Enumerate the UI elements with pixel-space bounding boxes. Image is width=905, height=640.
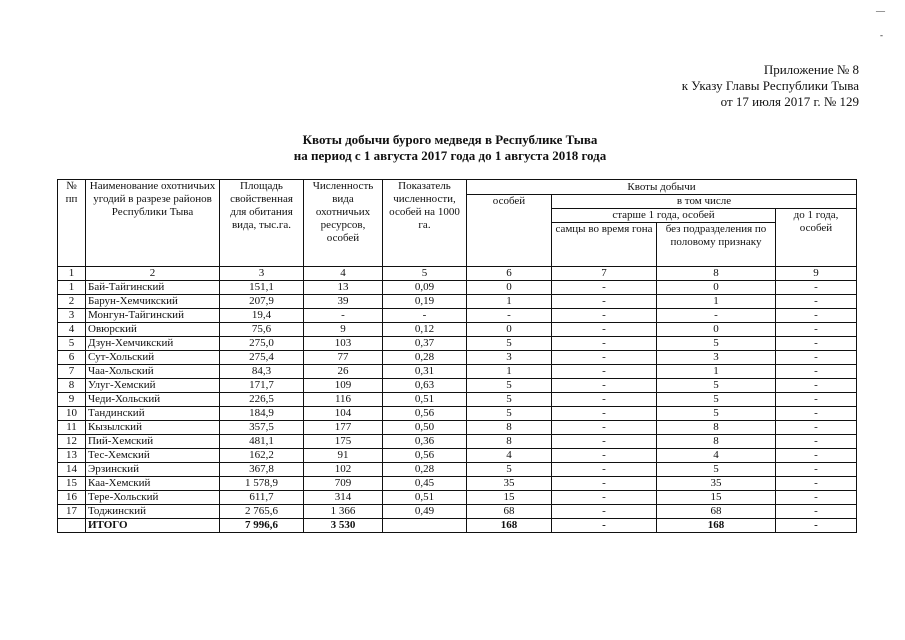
row-number: 5 xyxy=(58,337,86,351)
row-area: 275,4 xyxy=(220,351,304,365)
appendix-line-2: к Указу Главы Республики Тыва xyxy=(681,78,859,93)
row-no-sex: 0 xyxy=(657,323,776,337)
row-young: - xyxy=(776,379,857,393)
row-number: 16 xyxy=(58,491,86,505)
table-row xyxy=(58,491,857,505)
row-young: - xyxy=(776,435,857,449)
row-males: - xyxy=(552,491,657,505)
row-quota: 5 xyxy=(467,463,552,477)
header-area: Площадь свойственная для обитания вида, тыс.га. xyxy=(220,180,304,267)
row-name: Тере-Хольский xyxy=(86,491,220,505)
table-footer xyxy=(58,519,857,533)
total-row xyxy=(58,519,857,533)
row-population: 13 xyxy=(304,281,383,295)
row-young: - xyxy=(776,449,857,463)
row-no-sex: 5 xyxy=(657,379,776,393)
header-no-sex: без подразделения по половому признаку xyxy=(657,223,776,267)
row-no-sex: 5 xyxy=(657,463,776,477)
row-name: Каа-Хемский xyxy=(86,477,220,491)
total-label: ИТОГО xyxy=(86,519,220,533)
column-numbers-row xyxy=(58,267,857,281)
table-row xyxy=(58,477,857,491)
row-quota: - xyxy=(467,309,552,323)
row-area: 75,6 xyxy=(220,323,304,337)
row-population: 109 xyxy=(304,379,383,393)
row-number: 6 xyxy=(58,351,86,365)
row-density: 0,36 xyxy=(383,435,467,449)
row-number: 11 xyxy=(58,421,86,435)
row-males: - xyxy=(552,435,657,449)
header-males-rut: самцы во время гона xyxy=(552,223,657,267)
row-no-sex: 5 xyxy=(657,337,776,351)
row-population: 77 xyxy=(304,351,383,365)
row-area: 1 578,9 xyxy=(220,477,304,491)
table-row xyxy=(58,393,857,407)
row-area: 171,7 xyxy=(220,379,304,393)
document-title xyxy=(150,132,750,164)
row-population: 314 xyxy=(304,491,383,505)
row-no-sex: 68 xyxy=(657,505,776,519)
row-name: Чеди-Хольский xyxy=(86,393,220,407)
table-row xyxy=(58,337,857,351)
row-no-sex: 1 xyxy=(657,365,776,379)
table-row xyxy=(58,421,857,435)
table-row xyxy=(58,449,857,463)
row-quota: 5 xyxy=(467,407,552,421)
row-name: Сут-Хольский xyxy=(86,351,220,365)
row-males: - xyxy=(552,379,657,393)
total-density xyxy=(383,519,467,533)
row-males: - xyxy=(552,477,657,491)
corner-mark-small: - xyxy=(880,30,883,40)
col-number: 7 xyxy=(552,267,657,281)
row-quota: 0 xyxy=(467,281,552,295)
header-under-one: до 1 года, особей xyxy=(776,209,857,267)
row-area: 611,7 xyxy=(220,491,304,505)
total-no-sex: 168 xyxy=(657,519,776,533)
row-number: 14 xyxy=(58,463,86,477)
row-number: 3 xyxy=(58,309,86,323)
row-young: - xyxy=(776,309,857,323)
row-name: Кызылский xyxy=(86,421,220,435)
row-area: 226,5 xyxy=(220,393,304,407)
col-number: 2 xyxy=(86,267,220,281)
row-no-sex: - xyxy=(657,309,776,323)
row-density: 0,09 xyxy=(383,281,467,295)
row-number: 2 xyxy=(58,295,86,309)
row-density: 0,19 xyxy=(383,295,467,309)
total-quota: 168 xyxy=(467,519,552,533)
row-number: 7 xyxy=(58,365,86,379)
header-density: Показатель численности, особей на 1000 га. xyxy=(383,180,467,267)
row-area: 151,1 xyxy=(220,281,304,295)
table-row xyxy=(58,323,857,337)
row-density: 0,31 xyxy=(383,365,467,379)
row-area: 184,9 xyxy=(220,407,304,421)
row-density: 0,50 xyxy=(383,421,467,435)
row-quota: 35 xyxy=(467,477,552,491)
row-population: 39 xyxy=(304,295,383,309)
row-number: 8 xyxy=(58,379,86,393)
row-no-sex: 5 xyxy=(657,393,776,407)
table-row xyxy=(58,281,857,295)
row-population: 26 xyxy=(304,365,383,379)
row-population: - xyxy=(304,309,383,323)
row-males: - xyxy=(552,323,657,337)
row-area: 481,1 xyxy=(220,435,304,449)
row-quota: 8 xyxy=(467,435,552,449)
col-number: 8 xyxy=(657,267,776,281)
row-name: Дзун-Хемчикский xyxy=(86,337,220,351)
row-number: 4 xyxy=(58,323,86,337)
row-quota: 1 xyxy=(467,295,552,309)
table-row xyxy=(58,407,857,421)
row-number: 9 xyxy=(58,393,86,407)
row-population: 116 xyxy=(304,393,383,407)
row-density: 0,63 xyxy=(383,379,467,393)
row-males: - xyxy=(552,449,657,463)
appendix-line-1: Приложение № 8 xyxy=(763,62,859,77)
row-young: - xyxy=(776,463,857,477)
header-individuals: особей xyxy=(467,195,552,267)
row-density: 0,37 xyxy=(383,337,467,351)
row-quota: 1 xyxy=(467,365,552,379)
row-population: 91 xyxy=(304,449,383,463)
row-young: - xyxy=(776,421,857,435)
header-including: в том числе xyxy=(552,195,857,209)
row-area: 84,3 xyxy=(220,365,304,379)
row-number: 10 xyxy=(58,407,86,421)
row-number: 12 xyxy=(58,435,86,449)
row-density: 0,51 xyxy=(383,393,467,407)
row-no-sex: 1 xyxy=(657,295,776,309)
table-row xyxy=(58,351,857,365)
row-males: - xyxy=(552,407,657,421)
row-name: Чаа-Хольский xyxy=(86,365,220,379)
table-row xyxy=(58,295,857,309)
row-area: 207,9 xyxy=(220,295,304,309)
quota-table xyxy=(57,179,857,533)
row-quota: 68 xyxy=(467,505,552,519)
header-older: старше 1 года, особей xyxy=(552,209,776,223)
row-quota: 5 xyxy=(467,393,552,407)
row-males: - xyxy=(552,309,657,323)
row-young: - xyxy=(776,365,857,379)
row-number: 15 xyxy=(58,477,86,491)
row-quota: 0 xyxy=(467,323,552,337)
row-young: - xyxy=(776,477,857,491)
row-area: 162,2 xyxy=(220,449,304,463)
row-young: - xyxy=(776,281,857,295)
row-population: 175 xyxy=(304,435,383,449)
row-population: 177 xyxy=(304,421,383,435)
row-population: 103 xyxy=(304,337,383,351)
table-row xyxy=(58,309,857,323)
total-area: 7 996,6 xyxy=(220,519,304,533)
table-row xyxy=(58,505,857,519)
total-no xyxy=(58,519,86,533)
row-density: 0,12 xyxy=(383,323,467,337)
row-density: 0,51 xyxy=(383,491,467,505)
row-number: 13 xyxy=(58,449,86,463)
col-number: 1 xyxy=(58,267,86,281)
row-young: - xyxy=(776,407,857,421)
row-young: - xyxy=(776,295,857,309)
row-density: 0,28 xyxy=(383,463,467,477)
row-name: Овюрский xyxy=(86,323,220,337)
row-area: 275,0 xyxy=(220,337,304,351)
title-line-2: на период с 1 августа 2017 года до 1 августа 2018 года xyxy=(293,148,607,163)
row-number: 1 xyxy=(58,281,86,295)
row-name: Тандинский xyxy=(86,407,220,421)
table-row xyxy=(58,463,857,477)
row-name: Монгун-Тайгинский xyxy=(86,309,220,323)
col-number: 5 xyxy=(383,267,467,281)
row-area: 367,8 xyxy=(220,463,304,477)
table-header xyxy=(58,180,857,281)
row-young: - xyxy=(776,491,857,505)
row-no-sex: 8 xyxy=(657,435,776,449)
row-males: - xyxy=(552,365,657,379)
total-population: 3 530 xyxy=(304,519,383,533)
col-number: 3 xyxy=(220,267,304,281)
table-row xyxy=(58,365,857,379)
row-young: - xyxy=(776,337,857,351)
row-density: 0,56 xyxy=(383,407,467,421)
row-population: 102 xyxy=(304,463,383,477)
table-row xyxy=(58,379,857,393)
row-quota: 4 xyxy=(467,449,552,463)
row-number: 17 xyxy=(58,505,86,519)
appendix-header xyxy=(559,62,859,110)
row-males: - xyxy=(552,295,657,309)
row-males: - xyxy=(552,463,657,477)
row-males: - xyxy=(552,351,657,365)
row-males: - xyxy=(552,337,657,351)
table-row xyxy=(58,435,857,449)
appendix-line-3: от 17 июля 2017 г. № 129 xyxy=(720,94,859,109)
row-area: 357,5 xyxy=(220,421,304,435)
row-density: 0,28 xyxy=(383,351,467,365)
row-no-sex: 8 xyxy=(657,421,776,435)
table-body xyxy=(58,281,857,519)
col-number: 9 xyxy=(776,267,857,281)
header-name: Наименование охотничьих угодий в разрезе районов Республики Тыва xyxy=(86,180,220,267)
row-name: Эрзинский xyxy=(86,463,220,477)
row-density: - xyxy=(383,309,467,323)
row-density: 0,56 xyxy=(383,449,467,463)
row-quota: 8 xyxy=(467,421,552,435)
row-quota: 5 xyxy=(467,337,552,351)
row-males: - xyxy=(552,393,657,407)
row-males: - xyxy=(552,281,657,295)
row-no-sex: 5 xyxy=(657,407,776,421)
row-density: 0,49 xyxy=(383,505,467,519)
row-name: Барун-Хемчикский xyxy=(86,295,220,309)
total-males: - xyxy=(552,519,657,533)
row-density: 0,45 xyxy=(383,477,467,491)
header-quotas: Квоты добычи xyxy=(467,180,857,195)
header-no: № пп xyxy=(58,180,86,267)
row-males: - xyxy=(552,421,657,435)
row-young: - xyxy=(776,351,857,365)
row-population: 9 xyxy=(304,323,383,337)
total-young: - xyxy=(776,519,857,533)
row-area: 2 765,6 xyxy=(220,505,304,519)
row-population: 104 xyxy=(304,407,383,421)
col-number: 6 xyxy=(467,267,552,281)
title-line-1: Квоты добычи бурого медведя в Республике Тыва xyxy=(302,132,598,147)
row-no-sex: 35 xyxy=(657,477,776,491)
row-population: 709 xyxy=(304,477,383,491)
row-area: 19,4 xyxy=(220,309,304,323)
row-no-sex: 3 xyxy=(657,351,776,365)
col-number: 4 xyxy=(304,267,383,281)
row-name: Бай-Тайгинский xyxy=(86,281,220,295)
row-name: Тоджинский xyxy=(86,505,220,519)
row-quota: 3 xyxy=(467,351,552,365)
header-population: Численность вида охотничьих ресурсов, особей xyxy=(304,180,383,267)
row-young: - xyxy=(776,393,857,407)
row-young: - xyxy=(776,323,857,337)
row-no-sex: 4 xyxy=(657,449,776,463)
row-males: - xyxy=(552,505,657,519)
row-name: Тес-Хемский xyxy=(86,449,220,463)
row-young: - xyxy=(776,505,857,519)
row-population: 1 366 xyxy=(304,505,383,519)
corner-mark: — xyxy=(876,6,885,16)
row-name: Улуг-Хемский xyxy=(86,379,220,393)
row-no-sex: 0 xyxy=(657,281,776,295)
row-quota: 5 xyxy=(467,379,552,393)
row-quota: 15 xyxy=(467,491,552,505)
row-no-sex: 15 xyxy=(657,491,776,505)
row-name: Пий-Хемский xyxy=(86,435,220,449)
